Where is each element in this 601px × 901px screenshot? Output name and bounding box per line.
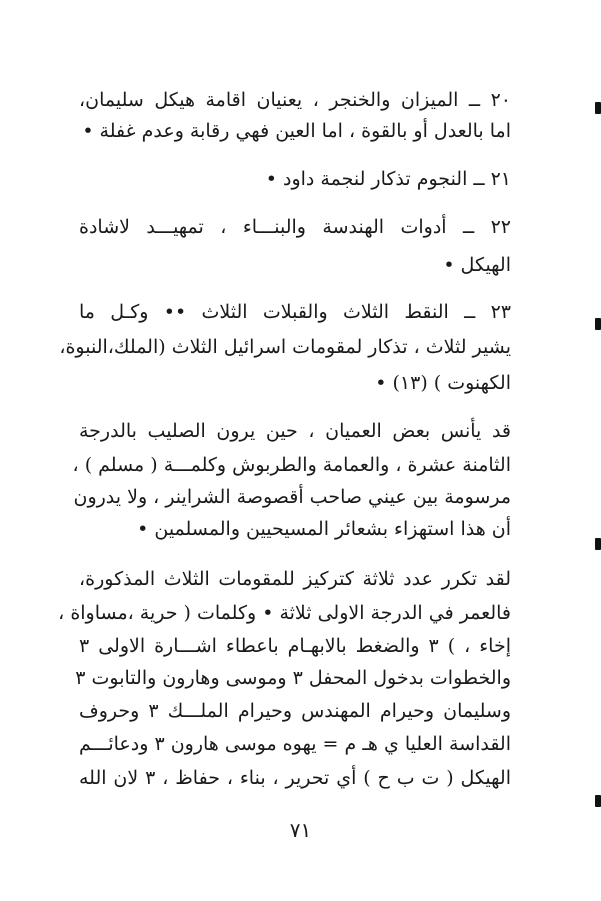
text-line: ٢٠ ــ الميزان والخنجر ، يعنيان اقامة هيكل سليمان، [79, 89, 511, 111]
text-line: ٢٢ ــ أدوات الهندسة والبنـــاء ، تمهيـــد لاشادة [79, 216, 511, 238]
text-line: القداسة العليا ي هـ م = يهوه موسى هارون ٣ ودعائـــم [79, 733, 512, 755]
text-line: ٢٣ ــ النقط الثلاث والقبلات الثلاث •• وكـل ما [79, 301, 511, 323]
text-line: فالعمر في الدرجة الاولى ثلاثة • وكلمات ( حرية ،مساواة ، [58, 602, 511, 624]
text-line: والخطوات بدخول المحفل ٣ وموسى وهارون والتابوت ٣ [75, 667, 511, 689]
scan-edge-mark [595, 318, 601, 330]
scan-edge-mark [595, 102, 601, 114]
text-line: يشير لثلاث ، تذكار لمقومات اسرائيل الثلاث (الملك،النبوة، [59, 336, 511, 358]
text-line: مرسومة بين عيني صاحب أقصوصة الشراينر ، ولا يدرون [73, 486, 511, 508]
text-line: الهيكل ( ت ب ح ) أي تحرير ، بناء ، حفاظ ، ٣ لان الله [79, 767, 511, 789]
text-line: ٢١ ــ النجوم تذكار لنجمة داود • [265, 168, 511, 190]
page-number: ٧١ [289, 818, 312, 842]
text-line: الكهنوت ) (١٣) • [375, 372, 511, 394]
text-line: الهيكل • [443, 254, 511, 276]
scan-edge-mark [595, 795, 601, 807]
text-line: وسليمان وحيرام المهندس وحيرام الملـــك ٣ وحروف [79, 700, 511, 722]
text-line: اما بالعدل أو بالقوة ، اما العين فهي رقابة وعدم غفلة • [82, 120, 511, 142]
text-line: قد يأنس بعض العميان ، حين يرون الصليب بالدرجة [79, 420, 511, 442]
text-line: الثامنة عشرة ، والعمامة والطربوش وكلمـــة ( مسلم ) ، [72, 454, 511, 476]
scan-edge-mark [595, 538, 601, 550]
text-line: أن هذا استهزاء بشعائر المسيحيين والمسلمين • [137, 518, 511, 540]
text-line: إخاء ، ) ٣ والضغط بالابهـام باعطاء اشـــارة الاولى ٣ [79, 635, 511, 657]
text-line: لقد تكرر عدد ثلاثة كتركيز للمقومات الثلاث المذكورة، [79, 568, 511, 590]
